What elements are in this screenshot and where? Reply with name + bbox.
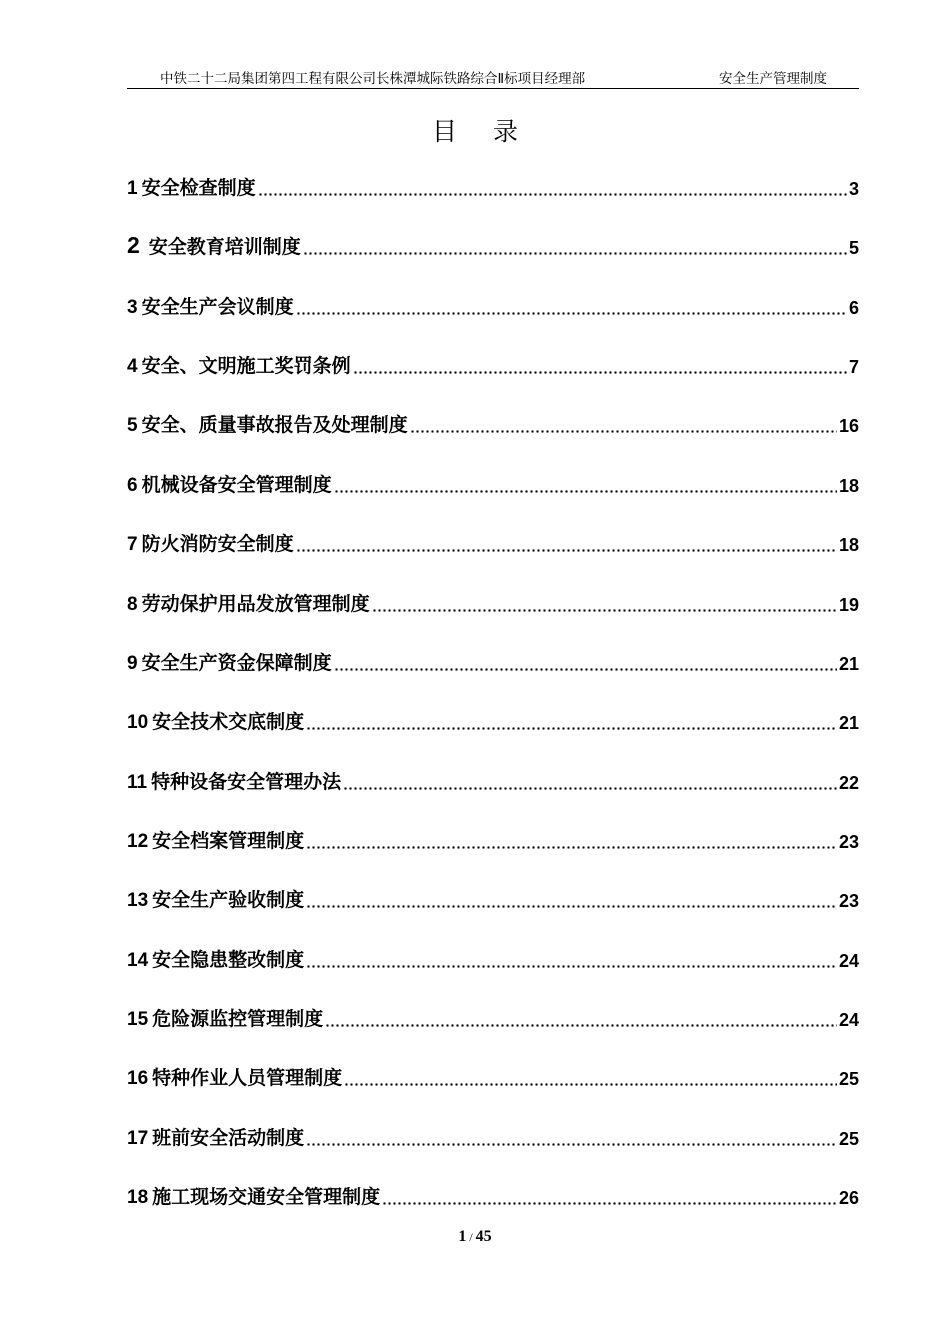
toc-entry-label: 危险源监控管理制度: [152, 1008, 324, 1030]
toc-entry-number: 2: [127, 232, 140, 258]
toc-leader-dots: [306, 727, 837, 730]
toc-entry-number: 5: [127, 415, 138, 436]
toc-leader-dots: [410, 430, 837, 433]
toc-entry-label: 安全档案管理制度: [152, 830, 305, 852]
toc-entry-3[interactable]: [127, 289, 859, 319]
toc-entry-label: 施工现场交通安全管理制度: [152, 1186, 381, 1208]
toc-leader-dots: [343, 787, 837, 790]
toc-entry-label: 防火消防安全制度: [141, 533, 294, 555]
toc-entry-page: 6: [848, 298, 859, 318]
toc-leader-dots: [353, 371, 847, 374]
toc-entry-number: 3: [127, 297, 138, 318]
toc-entry-number: 15: [127, 1009, 149, 1030]
toc-entry-number: 1: [127, 178, 138, 199]
toc-leader-dots: [296, 549, 837, 552]
toc-entry-page: 7: [848, 357, 859, 377]
toc-entry-number: 16: [127, 1068, 149, 1089]
toc-entry-8[interactable]: [127, 586, 859, 616]
toc-entry-label: 安全生产资金保障制度: [141, 652, 332, 674]
toc-entry-label: 班前安全活动制度: [152, 1127, 305, 1149]
toc-entry-4[interactable]: [127, 348, 859, 378]
header-company: 中铁二十二局集团第四工程有限公司长株潭城际铁路综合Ⅱ标项目经理部: [160, 71, 586, 87]
toc-entry-15[interactable]: [127, 1001, 859, 1031]
toc-entry-number: 9: [127, 653, 138, 674]
toc-entry-page: 5: [848, 238, 859, 258]
toc-entry-page: 22: [838, 773, 859, 793]
toc-entry-number: 8: [127, 594, 138, 615]
toc-entry-page: 23: [838, 832, 859, 852]
toc-entry-page: 16: [838, 416, 859, 436]
toc-leader-dots: [258, 193, 847, 196]
toc-entry-9[interactable]: [127, 645, 859, 675]
toc-entry-number: 11: [127, 772, 148, 793]
toc-leader-dots: [303, 252, 847, 255]
toc-entry-label: 安全生产会议制度: [141, 296, 294, 318]
toc-entry-number: 13: [127, 890, 149, 911]
toc-leader-dots: [382, 1202, 837, 1205]
toc-entry-page: 25: [838, 1129, 859, 1149]
toc-leader-dots: [306, 905, 837, 908]
toc-entry-page: 25: [838, 1069, 859, 1089]
toc-entry-label: 安全教育培训制度: [148, 236, 301, 258]
toc-entry-label: 安全生产验收制度: [152, 889, 305, 911]
header-document-title: 安全生产管理制度: [719, 71, 827, 87]
toc-entry-page: 18: [838, 535, 859, 555]
toc-entry-label: 机械设备安全管理制度: [141, 474, 332, 496]
toc-entry-number: 14: [127, 950, 149, 971]
toc-title: 目 录: [432, 117, 532, 146]
toc-leader-dots: [296, 312, 847, 315]
toc-entry-label: 劳动保护用品发放管理制度: [141, 593, 370, 615]
toc-entry-17[interactable]: [127, 1120, 859, 1150]
toc-entry-16[interactable]: [127, 1060, 859, 1090]
toc-leader-dots: [334, 668, 837, 671]
toc-entry-number: 10: [127, 712, 149, 733]
toc-entry-page: 3: [848, 179, 859, 199]
toc-entry-6[interactable]: [127, 467, 859, 497]
toc-leader-dots: [372, 609, 837, 612]
toc-leader-dots: [334, 490, 837, 493]
toc-entry-label: 特种作业人员管理制度: [152, 1067, 343, 1089]
page-separator: /: [469, 1230, 473, 1244]
toc-entry-page: 21: [838, 654, 859, 674]
toc-entry-7[interactable]: [127, 526, 859, 556]
toc-entry-1[interactable]: [127, 170, 859, 200]
toc-entry-label: 安全技术交底制度: [152, 711, 305, 733]
toc-entry-number: 12: [127, 831, 149, 852]
toc-entry-page: 21: [838, 713, 859, 733]
toc-entry-label: 安全检查制度: [141, 177, 256, 199]
page-footer: [0, 1228, 950, 1246]
toc-entry-18[interactable]: [127, 1179, 859, 1209]
toc-entry-label: 安全隐患整改制度: [152, 949, 305, 971]
total-pages: 45: [475, 1228, 492, 1245]
toc-leader-dots: [344, 1083, 837, 1086]
toc-leader-dots: [306, 846, 837, 849]
toc-entry-13[interactable]: [127, 882, 859, 912]
toc-entry-page: 18: [838, 476, 859, 496]
toc-entry-page: 24: [838, 1010, 859, 1030]
table-of-contents: [127, 0, 859, 1344]
toc-entry-5[interactable]: [127, 407, 859, 437]
toc-entry-page: 26: [838, 1188, 859, 1208]
toc-entry-label: 安全、文明施工奖罚条例: [141, 355, 351, 377]
toc-leader-dots: [306, 965, 837, 968]
current-page-number: 1: [458, 1228, 467, 1245]
toc-entry-number: 6: [127, 475, 138, 496]
toc-entry-page: 23: [838, 891, 859, 911]
toc-entry-number: 18: [127, 1187, 149, 1208]
toc-entry-2[interactable]: [127, 229, 859, 259]
toc-entry-page: 24: [838, 951, 859, 971]
toc-entry-14[interactable]: [127, 942, 859, 972]
toc-entry-number: 4: [127, 356, 138, 377]
toc-entry-label: 安全、质量事故报告及处理制度: [141, 414, 408, 436]
toc-entry-12[interactable]: [127, 823, 859, 853]
toc-leader-dots: [306, 1143, 837, 1146]
toc-leader-dots: [325, 1024, 837, 1027]
toc-entry-page: 19: [838, 595, 859, 615]
toc-entry-11[interactable]: [127, 764, 859, 794]
toc-entry-10[interactable]: [127, 704, 859, 734]
toc-entry-label: 特种设备安全管理办法: [151, 771, 342, 793]
toc-entry-number: 17: [127, 1128, 149, 1149]
toc-entry-number: 7: [127, 534, 138, 555]
